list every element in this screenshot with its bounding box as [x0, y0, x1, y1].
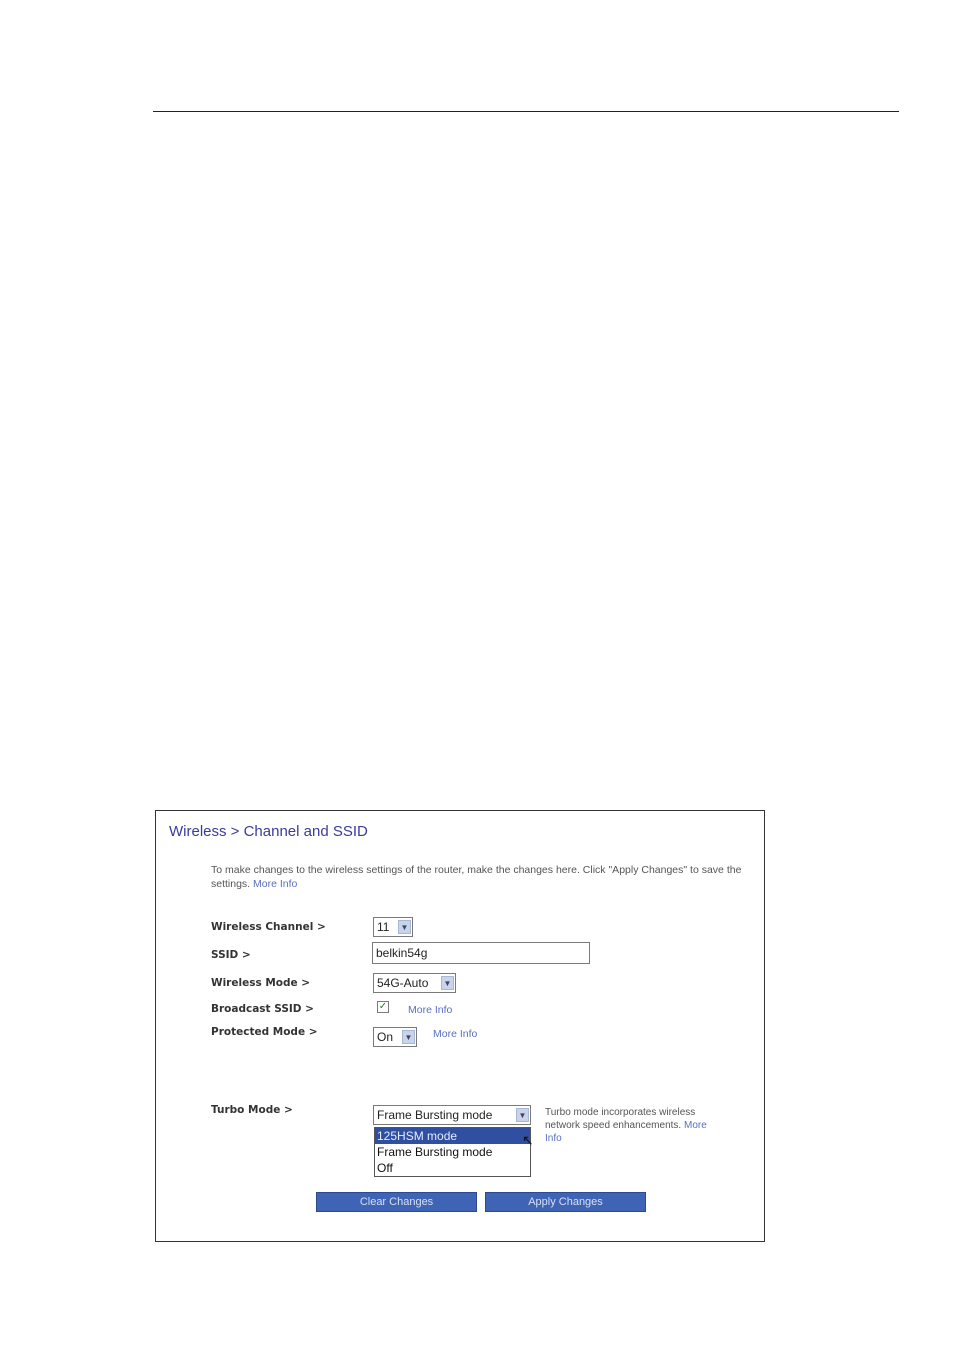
broadcast-ssid-more-info-link[interactable]: More Info	[408, 1004, 453, 1016]
ssid-input[interactable]: belkin54g	[372, 942, 590, 964]
turbo-more-info-link[interactable]: More Info	[545, 1120, 707, 1144]
turbo-option-125hsm[interactable]: 125HSM mode	[375, 1128, 530, 1144]
wireless-mode-value: 54G-Auto	[377, 976, 429, 990]
turbo-mode-value: Frame Bursting mode	[377, 1108, 493, 1122]
clear-changes-button[interactable]: Clear Changes	[316, 1192, 477, 1212]
wireless-channel-select[interactable]	[373, 917, 413, 937]
header-rule	[153, 111, 899, 112]
protected-mode-more-info-link[interactable]: More Info	[433, 1028, 478, 1040]
turbo-mode-dropdown-list	[374, 1127, 531, 1177]
pointer-cursor-icon: ↖	[522, 1132, 534, 1148]
wireless-channel-value: 11	[377, 920, 390, 934]
intro-more-info-link[interactable]: More Info	[253, 878, 298, 890]
broadcast-ssid-label: Broadcast SSID >	[211, 1003, 314, 1015]
turbo-mode-label: Turbo Mode >	[211, 1104, 293, 1116]
chevron-down-icon[interactable]: ▼	[398, 920, 411, 934]
ssid-label: SSID >	[211, 949, 251, 961]
turbo-option-off[interactable]: Off	[377, 1161, 393, 1175]
protected-mode-value: On	[377, 1030, 394, 1044]
intro-body: To make changes to the wireless settings of the router, make the changes here. Click "Apply Changes" to save the settings.	[211, 864, 742, 890]
wireless-channel-label: Wireless Channel >	[211, 921, 326, 933]
page-title: Wireless > Channel and SSID	[169, 823, 368, 840]
turbo-mode-select[interactable]	[373, 1105, 531, 1125]
chevron-down-icon[interactable]: ▼	[441, 976, 454, 990]
turbo-option-frame-bursting[interactable]: Frame Bursting mode	[377, 1145, 493, 1159]
intro-text	[211, 863, 751, 891]
apply-changes-button[interactable]: Apply Changes	[485, 1192, 646, 1212]
chevron-down-icon[interactable]: ▼	[402, 1030, 415, 1044]
check-icon: ✓	[378, 1001, 388, 1012]
wireless-mode-select[interactable]	[373, 973, 456, 993]
turbo-note-text: Turbo mode incorporates wireless network speed enhancements.	[545, 1107, 696, 1131]
wireless-mode-label: Wireless Mode >	[211, 977, 311, 989]
settings-panel	[155, 810, 765, 1242]
protected-mode-select[interactable]	[373, 1027, 417, 1047]
turbo-mode-note	[545, 1106, 715, 1145]
protected-mode-label: Protected Mode >	[211, 1026, 318, 1038]
chevron-down-icon[interactable]: ▼	[516, 1108, 529, 1122]
broadcast-ssid-checkbox[interactable]	[377, 1001, 389, 1013]
